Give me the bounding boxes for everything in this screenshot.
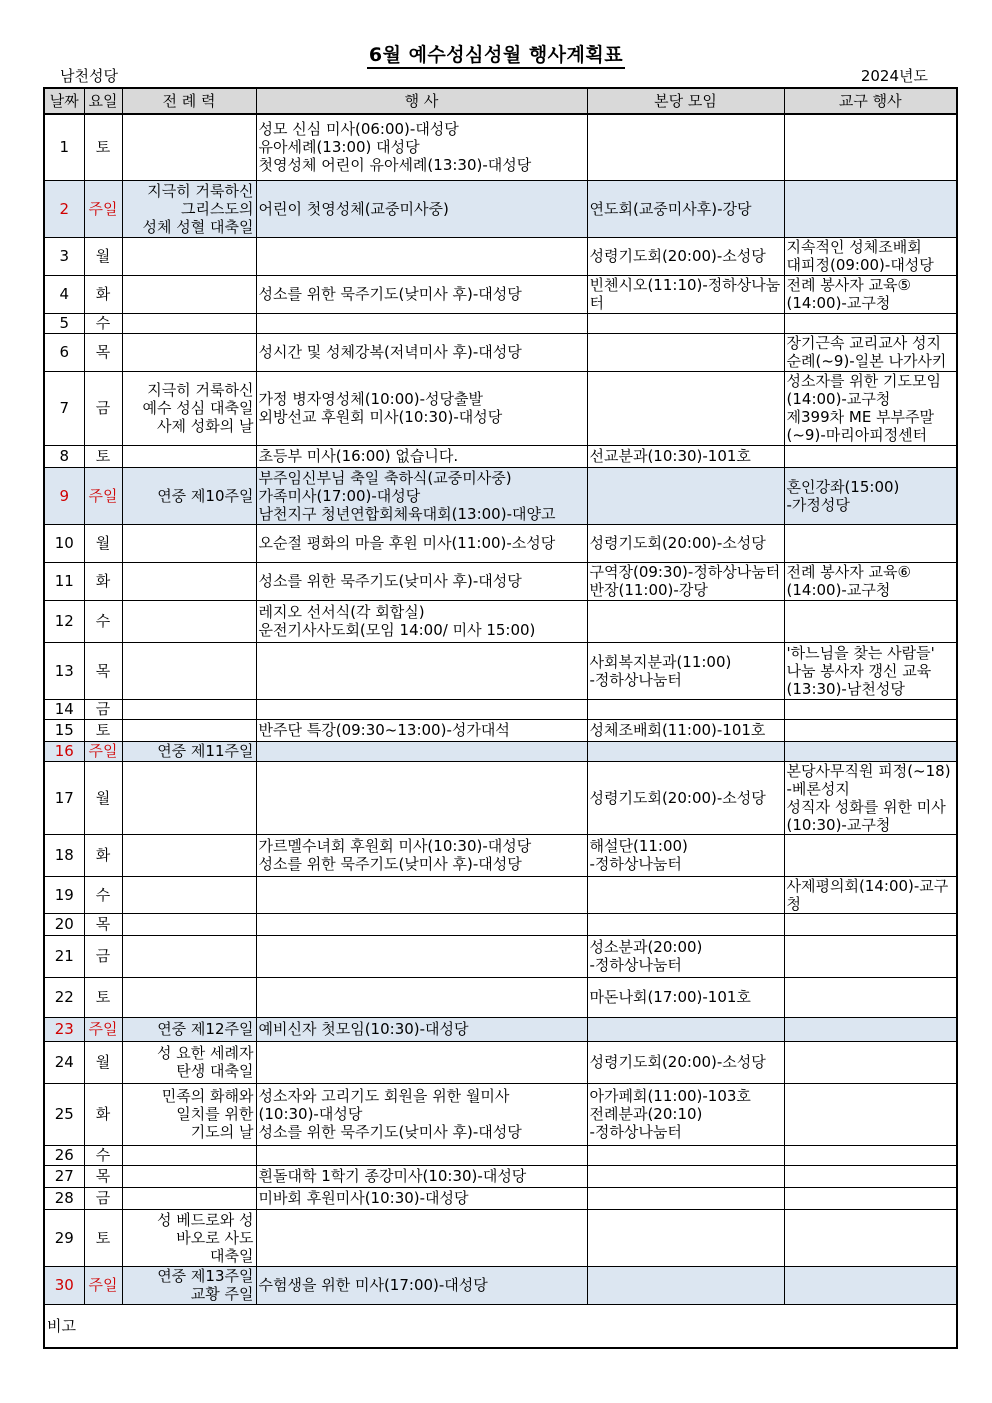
cell-day: 8 [44, 445, 84, 467]
cell-day: 1 [44, 114, 84, 180]
cell-parish [587, 699, 784, 719]
cell-dow: 주일 [84, 467, 122, 524]
cell-district [784, 600, 957, 642]
cell-liturgy: 지극히 거룩하신 그리스도의 성체 성혈 대축일 [122, 180, 256, 237]
cell-events: 반주단 특강(09:30~13:00)-성가대석 [256, 719, 587, 741]
cell-liturgy [122, 313, 256, 333]
cell-district [784, 114, 957, 180]
cell-district [784, 524, 957, 562]
cell-parish [587, 1017, 784, 1041]
table-row [44, 935, 957, 977]
cell-parish: 구역장(09:30)-정하상나눔터 반장(11:00)-강당 [587, 562, 784, 600]
cell-liturgy [122, 114, 256, 180]
cell-day: 3 [44, 237, 84, 275]
cell-district: 전례 봉사자 교육⑤ (14:00)-교구청 [784, 275, 957, 313]
table-row [44, 524, 957, 562]
cell-events [256, 761, 587, 834]
cell-events: 어린이 첫영성체(교중미사중) [256, 180, 587, 237]
cell-liturgy [122, 719, 256, 741]
table-row [44, 876, 957, 913]
cell-liturgy [122, 699, 256, 719]
cell-parish: 빈첸시오(11:10)-정하상나눔터 [587, 275, 784, 313]
cell-events: 예비신자 첫모임(10:30)-대성당 [256, 1017, 587, 1041]
table-row [44, 180, 957, 237]
cell-district [784, 1165, 957, 1187]
cell-district [784, 741, 957, 761]
table-row [44, 699, 957, 719]
table-row [44, 1209, 957, 1266]
cell-events: 가정 병자영성체(10:00)-성당출발 외방선교 후원회 미사(10:30)-대성당 [256, 371, 587, 445]
table-row [44, 1165, 957, 1187]
cell-parish: 아가페회(11:00)-103호 전례분과(20:10) -정하상나눔터 [587, 1083, 784, 1145]
cell-day: 27 [44, 1165, 84, 1187]
cell-liturgy [122, 834, 256, 876]
cell-events: 가르멜수녀회 후원회 미사(10:30)-대성당 성소를 위한 묵주기도(낮미사 후)-대성당 [256, 834, 587, 876]
cell-liturgy [122, 237, 256, 275]
table-row [44, 1017, 957, 1041]
cell-day: 24 [44, 1041, 84, 1083]
cell-parish [587, 1165, 784, 1187]
cell-dow: 수 [84, 1145, 122, 1165]
table-row [44, 1266, 957, 1304]
cell-liturgy [122, 977, 256, 1017]
table-row [44, 600, 957, 642]
cell-dow: 주일 [84, 180, 122, 237]
cell-district: 장기근속 교리교사 성지 순례(~9)-일본 나가사키 [784, 333, 957, 371]
table-row [44, 642, 957, 699]
cell-district: 전례 봉사자 교육⑥ (14:00)-교구청 [784, 562, 957, 600]
cell-dow: 화 [84, 834, 122, 876]
cell-day: 9 [44, 467, 84, 524]
cell-day: 15 [44, 719, 84, 741]
cell-district: 혼인강좌(15:00) -가정성당 [784, 467, 957, 524]
cell-liturgy [122, 600, 256, 642]
note-row [44, 1304, 957, 1348]
cell-day: 16 [44, 741, 84, 761]
cell-liturgy: 연중 제12주일 [122, 1017, 256, 1041]
cell-dow: 수 [84, 600, 122, 642]
header-parish: 본당 모임 [587, 88, 784, 114]
cell-parish [587, 913, 784, 935]
cell-dow: 수 [84, 313, 122, 333]
cell-events [256, 741, 587, 761]
cell-events [256, 935, 587, 977]
cell-events: 미바회 후원미사(10:30)-대성당 [256, 1187, 587, 1209]
cell-day: 10 [44, 524, 84, 562]
note-label: 비고 [44, 1304, 957, 1348]
cell-day: 21 [44, 935, 84, 977]
parish-name: 남천성당 [60, 67, 118, 85]
cell-day: 6 [44, 333, 84, 371]
cell-events [256, 642, 587, 699]
cell-liturgy [122, 642, 256, 699]
cell-district [784, 1187, 957, 1209]
schedule-table [43, 87, 958, 1349]
cell-parish [587, 600, 784, 642]
cell-dow: 주일 [84, 741, 122, 761]
cell-events [256, 913, 587, 935]
cell-events: 흰돌대학 1학기 종강미사(10:30)-대성당 [256, 1165, 587, 1187]
table-row [44, 333, 957, 371]
table-row [44, 719, 957, 741]
cell-dow: 화 [84, 1083, 122, 1145]
cell-events [256, 1041, 587, 1083]
cell-liturgy [122, 913, 256, 935]
cell-events: 오순절 평화의 마을 후원 미사(11:00)-소성당 [256, 524, 587, 562]
cell-day: 7 [44, 371, 84, 445]
table-row [44, 562, 957, 600]
cell-liturgy: 민족의 화해와 일치를 위한 기도의 날 [122, 1083, 256, 1145]
cell-day: 28 [44, 1187, 84, 1209]
cell-events: 성소자와 고리기도 회원을 위한 월미사 (10:30)-대성당 성소를 위한 묵주기도(낮미사 후)-대성당 [256, 1083, 587, 1145]
cell-dow: 목 [84, 642, 122, 699]
cell-parish: 성령기도회(20:00)-소성당 [587, 761, 784, 834]
cell-parish: 선교분과(10:30)-101호 [587, 445, 784, 467]
cell-events [256, 876, 587, 913]
table-row [44, 913, 957, 935]
cell-district [784, 313, 957, 333]
cell-events: 부주임신부님 축일 축하식(교중미사중) 가족미사(17:00)-대성당 남천지구 청년연합회체육대회(13:00)-대양고 [256, 467, 587, 524]
cell-parish [587, 1187, 784, 1209]
cell-events [256, 977, 587, 1017]
cell-parish: 성령기도회(20:00)-소성당 [587, 1041, 784, 1083]
cell-day: 19 [44, 876, 84, 913]
cell-day: 11 [44, 562, 84, 600]
cell-liturgy: 성 요한 세례자 탄생 대축일 [122, 1041, 256, 1083]
cell-parish: 연도회(교중미사후)-강당 [587, 180, 784, 237]
cell-events: 수험생을 위한 미사(17:00)-대성당 [256, 1266, 587, 1304]
cell-dow: 금 [84, 935, 122, 977]
cell-day: 5 [44, 313, 84, 333]
cell-events [256, 699, 587, 719]
cell-dow: 토 [84, 977, 122, 1017]
cell-day: 25 [44, 1083, 84, 1145]
cell-parish [587, 333, 784, 371]
cell-liturgy [122, 761, 256, 834]
cell-day: 2 [44, 180, 84, 237]
cell-liturgy [122, 333, 256, 371]
cell-events: 성소를 위한 묵주기도(낮미사 후)-대성당 [256, 562, 587, 600]
cell-parish [587, 313, 784, 333]
cell-liturgy [122, 1165, 256, 1187]
cell-parish: 해설단(11:00) -정하상나눔터 [587, 834, 784, 876]
cell-dow: 금 [84, 371, 122, 445]
cell-liturgy: 연중 제13주일 교황 주일 [122, 1266, 256, 1304]
cell-parish [587, 1266, 784, 1304]
cell-dow: 월 [84, 524, 122, 562]
cell-dow: 금 [84, 699, 122, 719]
cell-district [784, 1145, 957, 1165]
table-row [44, 445, 957, 467]
cell-parish [587, 371, 784, 445]
cell-dow: 토 [84, 445, 122, 467]
cell-liturgy: 연중 제11주일 [122, 741, 256, 761]
cell-day: 30 [44, 1266, 84, 1304]
cell-district [784, 699, 957, 719]
cell-liturgy [122, 275, 256, 313]
cell-parish: 사회복지분과(11:00) -정하상나눔터 [587, 642, 784, 699]
cell-dow: 화 [84, 275, 122, 313]
cell-parish: 성소분과(20:00) -정하상나눔터 [587, 935, 784, 977]
cell-district [784, 719, 957, 741]
cell-parish [587, 467, 784, 524]
page-title [0, 40, 992, 67]
cell-district: '하느님을 찾는 사람들' 나눔 봉사자 갱신 교육 (13:30)-남천성당 [784, 642, 957, 699]
table-row [44, 313, 957, 333]
cell-parish: 마돈나회(17:00)-101호 [587, 977, 784, 1017]
table-row [44, 761, 957, 834]
cell-liturgy [122, 935, 256, 977]
header-row [44, 88, 957, 114]
cell-events: 성시간 및 성체강복(저녁미사 후)-대성당 [256, 333, 587, 371]
cell-events: 초등부 미사(16:00) 없습니다. [256, 445, 587, 467]
cell-liturgy: 성 베드로와 성 바오로 사도 대축일 [122, 1209, 256, 1266]
cell-day: 26 [44, 1145, 84, 1165]
header-liturgy: 전 례 력 [122, 88, 256, 114]
cell-liturgy [122, 524, 256, 562]
cell-events [256, 1145, 587, 1165]
cell-parish [587, 741, 784, 761]
title-text: 6월 예수성심성월 행사계획표 [367, 44, 625, 69]
table-row [44, 237, 957, 275]
cell-district [784, 1041, 957, 1083]
cell-dow: 수 [84, 876, 122, 913]
cell-district: 본당사무직원 피정(~18) -베론성지 성직자 성화를 위한 미사 (10:30)-교구청 [784, 761, 957, 834]
cell-parish: 성령기도회(20:00)-소성당 [587, 524, 784, 562]
cell-dow: 목 [84, 333, 122, 371]
cell-dow: 토 [84, 719, 122, 741]
cell-district [784, 1266, 957, 1304]
cell-district [784, 935, 957, 977]
cell-dow: 주일 [84, 1017, 122, 1041]
cell-day: 22 [44, 977, 84, 1017]
cell-liturgy [122, 1145, 256, 1165]
cell-liturgy: 지극히 거룩하신 예수 성심 대축일 사제 성화의 날 [122, 371, 256, 445]
cell-dow: 화 [84, 562, 122, 600]
header-dow: 요일 [84, 88, 122, 114]
cell-district [784, 1017, 957, 1041]
cell-day: 20 [44, 913, 84, 935]
cell-parish: 성령기도회(20:00)-소성당 [587, 237, 784, 275]
cell-day: 17 [44, 761, 84, 834]
cell-liturgy [122, 1187, 256, 1209]
table-row [44, 275, 957, 313]
cell-events: 성모 신심 미사(06:00)-대성당 유아세례(13:00) 대성당 첫영성체 어린이 유아세례(13:30)-대성당 [256, 114, 587, 180]
table-row [44, 1187, 957, 1209]
cell-liturgy: 연중 제10주일 [122, 467, 256, 524]
cell-district [784, 445, 957, 467]
table-row [44, 467, 957, 524]
cell-day: 12 [44, 600, 84, 642]
cell-liturgy [122, 445, 256, 467]
table-row [44, 1083, 957, 1145]
header-events: 행 사 [256, 88, 587, 114]
cell-dow: 금 [84, 1187, 122, 1209]
cell-district [784, 834, 957, 876]
table-row [44, 114, 957, 180]
cell-dow: 토 [84, 1209, 122, 1266]
cell-parish [587, 114, 784, 180]
cell-day: 18 [44, 834, 84, 876]
cell-dow: 주일 [84, 1266, 122, 1304]
cell-dow: 월 [84, 761, 122, 834]
cell-dow: 월 [84, 1041, 122, 1083]
cell-parish [587, 876, 784, 913]
year-label: 2024년도 [860, 67, 928, 85]
cell-parish [587, 1145, 784, 1165]
cell-district: 성소자를 위한 기도모임 (14:00)-교구청 제399차 ME 부부주말 (~9)-마리아피정센터 [784, 371, 957, 445]
cell-district [784, 1083, 957, 1145]
cell-district [784, 1209, 957, 1266]
cell-day: 23 [44, 1017, 84, 1041]
cell-day: 13 [44, 642, 84, 699]
cell-dow: 목 [84, 1165, 122, 1187]
cell-liturgy [122, 562, 256, 600]
cell-district: 지속적인 성체조배회 대피정(09:00)-대성당 [784, 237, 957, 275]
table-row [44, 371, 957, 445]
cell-district [784, 913, 957, 935]
cell-parish [587, 1209, 784, 1266]
cell-parish: 성체조배회(11:00)-101호 [587, 719, 784, 741]
cell-events [256, 313, 587, 333]
cell-district [784, 180, 957, 237]
cell-events [256, 237, 587, 275]
table-row [44, 741, 957, 761]
cell-events: 성소를 위한 묵주기도(낮미사 후)-대성당 [256, 275, 587, 313]
cell-day: 29 [44, 1209, 84, 1266]
cell-day: 14 [44, 699, 84, 719]
cell-liturgy [122, 876, 256, 913]
cell-dow: 목 [84, 913, 122, 935]
cell-events [256, 1209, 587, 1266]
cell-district [784, 977, 957, 1017]
table-row [44, 834, 957, 876]
cell-events: 레지오 선서식(각 회합실) 운전기사사도회(모임 14:00/ 미사 15:00) [256, 600, 587, 642]
cell-district: 사제평의회(14:00)-교구청 [784, 876, 957, 913]
header-day: 날짜 [44, 88, 84, 114]
cell-dow: 월 [84, 237, 122, 275]
header-district: 교구 행사 [784, 88, 957, 114]
table-row [44, 1145, 957, 1165]
cell-day: 4 [44, 275, 84, 313]
cell-dow: 토 [84, 114, 122, 180]
table-row [44, 977, 957, 1017]
table-row [44, 1041, 957, 1083]
